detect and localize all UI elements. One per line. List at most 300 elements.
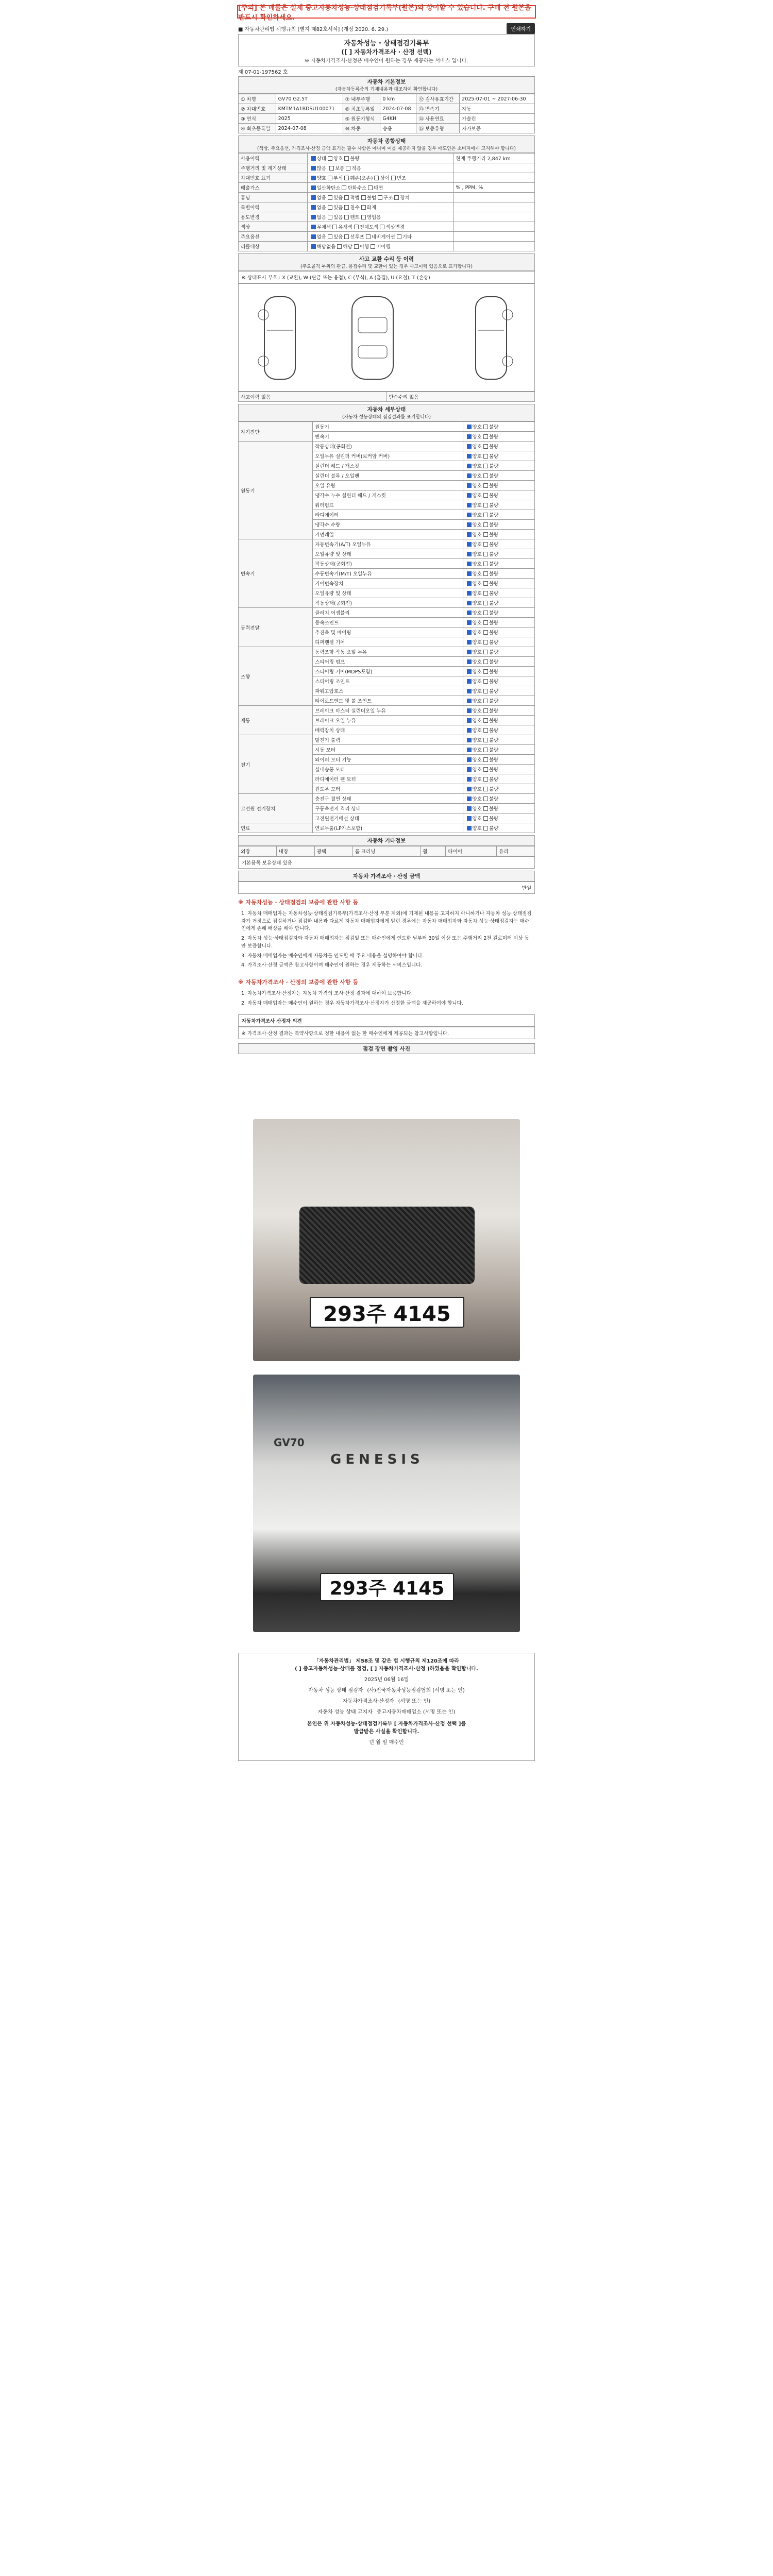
inspection-document (238, 23, 535, 2187)
checked-box (467, 464, 472, 468)
detail-item: 고전원전기배선 상태 (313, 814, 463, 823)
result-bad: 불량 (489, 699, 499, 704)
detail-item: 클러치 어셈블리 (313, 608, 463, 618)
status-row (239, 154, 535, 163)
result-bad: 불량 (489, 464, 499, 469)
warranty-notice-title: ※ 자동차성능 · 상태점검의 보증에 관한 사항 등 (238, 899, 358, 906)
basic-info-value: 승용 (380, 124, 416, 133)
status-option-label: 상이 (380, 176, 390, 181)
result-good: 양호 (472, 552, 482, 557)
etc-tools: 기본품목 보유상태 있음 (238, 856, 535, 869)
status-label: 튜닝 (239, 193, 308, 202)
detail-result (463, 765, 534, 774)
detail-item: 오일누유 실린더 커버(로커암 커버) (313, 451, 463, 461)
detail-result (463, 461, 534, 471)
status-option-label: 많음 (316, 166, 328, 172)
result-bad: 불량 (489, 738, 499, 743)
detail-item: 추진축 및 베어링 (313, 628, 463, 637)
unchecked-box (483, 591, 488, 596)
basic-info-value: 자동 (460, 104, 535, 114)
notice-paragraph: 2. 자동차 성능·상태점검자와 자동차 매매업자는 점검일 또는 매수인에게 인도한 날부터 30일 이상 또는 주행거리 2천 킬로미터 이상 동안 보증합니다. (241, 936, 529, 949)
detail-result (463, 657, 534, 667)
result-bad: 불량 (489, 748, 499, 753)
detail-item: 작동상태(공회전) (313, 598, 463, 608)
result-bad: 불량 (489, 679, 499, 685)
detail-item: 구동축전지 격리 상태 (313, 804, 463, 814)
detail-result (463, 618, 534, 628)
status-option-label: 양호 (316, 176, 326, 181)
notice-paragraph: 3. 자동차 매매업자는 매수인에게 자동차를 인도할 때 주요 내용을 설명하여야 합니다. (241, 953, 424, 959)
result-good: 양호 (472, 748, 482, 753)
damage-legend: ※ 상태표시 부호 : X (교환), W (판금 또는 용접), C (부식), A (흠집), U (요철), T (손상) (238, 271, 535, 283)
brand-lettering: GENESIS (330, 1452, 424, 1467)
result-bad: 불량 (489, 532, 499, 538)
detail-result (463, 637, 534, 647)
unchecked-box (483, 454, 488, 459)
status-option-label: 렌트 (350, 215, 360, 221)
checked-box (467, 816, 472, 821)
result-bad: 불량 (489, 620, 499, 626)
status-option-label: 네비게이션 (371, 234, 395, 240)
detail-result (463, 784, 534, 794)
status-option-label: 미이행 (376, 244, 391, 250)
car-left-icon (249, 294, 311, 382)
status-option (395, 234, 412, 240)
detail-result (463, 628, 534, 637)
status-option-label: 보통 (334, 166, 345, 172)
detail-item: 작동상태(공회전) (313, 442, 463, 451)
unchecked-box (378, 195, 382, 200)
unchecked-box (483, 728, 488, 733)
status-option (343, 205, 359, 211)
unchecked-box (354, 225, 359, 229)
unchecked-box (342, 185, 346, 190)
detail-result (463, 647, 534, 657)
status-option (326, 156, 343, 162)
detail-result (463, 814, 534, 823)
warning-banner: [주의] 본 매물은 실제 중고자동차성능·상태점검기록부(원본)와 상이할 수 있습니다. 구매 전 원본을 반드시 확인하세요. (237, 5, 536, 19)
detail-row (239, 539, 535, 549)
status-option-label: 무채색 (316, 225, 331, 230)
detail-result (463, 510, 534, 520)
unchecked-box (346, 166, 350, 171)
unchecked-box (483, 513, 488, 517)
status-option-label: 화재 (366, 205, 377, 211)
detail-result (463, 716, 534, 725)
unchecked-box (374, 176, 379, 180)
unchecked-box (483, 708, 488, 713)
detail-item: 타이로드엔드 및 볼 조인트 (313, 696, 463, 706)
basic-info-value: G4KH (380, 114, 416, 124)
unchecked-box (344, 215, 349, 219)
result-good: 양호 (472, 425, 482, 430)
result-good: 양호 (472, 806, 482, 812)
basic-info-value: 2024-07-08 (380, 104, 416, 114)
detail-group: 조향 (239, 647, 313, 706)
damage-result-table (238, 392, 535, 402)
detail-result (463, 676, 534, 686)
unchecked-box (328, 195, 332, 200)
notice-paragraph: 1. 자동차가격조사·산정자는 자동차 가격의 조사·산정 결과에 대하여 보증합니다. (241, 991, 413, 997)
detail-result (463, 735, 534, 745)
unchecked-box (344, 195, 349, 200)
detail-result (463, 520, 534, 530)
basic-info-label: ⑧ 최초등록일 (343, 104, 380, 114)
result-bad: 불량 (489, 630, 499, 636)
status-row (239, 163, 535, 173)
checked-box (467, 581, 472, 586)
result-bad: 불량 (489, 581, 499, 587)
result-bad: 불량 (489, 434, 499, 440)
unchecked-box (483, 689, 488, 693)
detail-item: 냉각수 누수 실린더 헤드 / 개스킷 (313, 490, 463, 500)
checked-box (467, 444, 472, 449)
front-license-plate: 293주 4145 (310, 1297, 464, 1328)
status-option-label: 영업용 (366, 215, 381, 221)
unchecked-box (344, 176, 349, 180)
result-good: 양호 (472, 816, 482, 822)
status-option-label: 상태 (316, 156, 326, 162)
result-good: 양호 (472, 454, 482, 460)
status-option (360, 195, 376, 201)
status-option (390, 176, 406, 181)
result-good: 양호 (472, 620, 482, 626)
unchecked-box (483, 493, 488, 498)
unchecked-box (483, 562, 488, 566)
status-option-label: 부식 (333, 176, 343, 181)
result-bad: 불량 (489, 473, 499, 479)
checked-box (467, 757, 472, 762)
result-bad: 불량 (489, 601, 499, 606)
etc-item: 내장 (276, 846, 314, 856)
detail-item: 와이퍼 모터 기능 (313, 755, 463, 765)
unchecked-box (483, 425, 488, 429)
detail-item: 워터펌프 (313, 500, 463, 510)
unchecked-box (483, 826, 488, 831)
status-option (360, 205, 376, 211)
document-number: 제 07-01-197562 호 (238, 70, 288, 75)
etc-item: 광택 (314, 846, 352, 856)
status-option (326, 176, 343, 181)
result-good: 양호 (472, 522, 482, 528)
checked-box (467, 483, 472, 488)
unchecked-box (483, 464, 488, 468)
confirmation-footer: 「자동차관리법」 제58조 및 같은 법 시행규칙 제120조에 따라 ( ] 중고자동차성능·상태를 점검, [ ] 자동차가격조사·산정 )하였음을 확인합니다. 2025년 06월 16일 자동차 성능 상태 점검자 (사)전국자동차성능점검협회 (서명 또는 인) 자동차가격조사·산정자 (서명 또는 인) 자동차 성능 상태 고지자 중고자동차매매업소 (서명 또는 인) 본인은 위 자동차성능·상태점검기록부 [ 자동차가격조사·산정 선택 ]를 발급받은 사실을 확인합니다. 년 월 일 매수인 (238, 1653, 535, 1761)
unchecked-box (380, 225, 384, 229)
result-good: 양호 (472, 718, 482, 724)
status-option-label: 있음 (333, 234, 343, 240)
status-option (310, 234, 326, 240)
status-option (343, 195, 359, 201)
result-bad: 불량 (489, 659, 499, 665)
etc-header: 자동차 기타정보 (238, 835, 535, 846)
status-option-label: 일산화탄소 (316, 185, 341, 191)
status-option-label: 탄화수소 (347, 185, 367, 191)
notice-paragraph: 2. 자동차 매매업자는 매수인이 원하는 경우 자동차가격조사·산정자가 산정한 금액을 제공하여야 합니다. (241, 1000, 463, 1006)
status-options (307, 222, 453, 232)
status-label: 특별이력 (239, 202, 308, 212)
result-bad: 불량 (489, 503, 499, 509)
checked-box (467, 738, 472, 742)
detail-result (463, 471, 534, 481)
detail-result (463, 794, 534, 804)
detail-result (463, 569, 534, 579)
status-option-label: 있음 (333, 215, 343, 221)
notice-paragraph: 4. 가격조사·산정 금액은 참고사항이며 매수인이 원하는 경우 제공하는 서비스입니다. (241, 962, 423, 969)
result-good: 양호 (472, 513, 482, 518)
result-bad: 불량 (489, 542, 499, 548)
notice-paragraph: 1. 자동차 매매업자는 자동차성능·상태점검기록부(가격조사·산정 부분 제외)에 기재된 내용을 고지하지 아니하거나 자동차 성능·상태점검자가 거짓으로 점검하거나 점검한 내용과 다르게 자동차 매매업자에게 알린 경우에는 자동차 매매업자와 자동차 성능·상태점검자는 매수인에게 손해 배상을 해야 합니다. (241, 911, 532, 932)
status-option (344, 166, 361, 172)
detail-result (463, 804, 534, 814)
detail-item: 원동기 (313, 422, 463, 432)
basic-info-label: ⑬ 변속기 (416, 104, 460, 114)
status-note (453, 242, 534, 251)
status-options (307, 154, 453, 163)
status-option (326, 234, 343, 240)
checked-box (467, 826, 472, 831)
result-good: 양호 (472, 679, 482, 685)
status-option (376, 195, 393, 201)
detail-row (239, 794, 535, 804)
basic-info-label: ⑦ 내부주행 (343, 94, 380, 104)
checked-box (311, 185, 316, 190)
result-bad: 불량 (489, 571, 499, 577)
status-option (343, 156, 359, 162)
status-option (331, 225, 352, 230)
status-options (307, 202, 453, 212)
detail-result (463, 500, 534, 510)
result-bad: 불량 (489, 767, 499, 773)
status-option (310, 244, 336, 250)
status-label: 배출가스 (239, 183, 308, 193)
checked-box (311, 166, 316, 171)
result-bad: 불량 (489, 728, 499, 734)
result-good: 양호 (472, 787, 482, 792)
unchecked-box (397, 234, 401, 239)
result-bad: 불량 (489, 718, 499, 724)
status-option (310, 205, 326, 211)
status-note (453, 193, 534, 202)
checked-box (467, 669, 472, 674)
status-label: 색상 (239, 222, 308, 232)
status-option-label: 전체도색 (359, 225, 379, 230)
status-option (310, 166, 328, 172)
unchecked-box (391, 176, 396, 180)
detail-item: 충전구 절연 상태 (313, 794, 463, 804)
detail-result (463, 696, 534, 706)
status-option (343, 215, 359, 221)
unchecked-box (483, 630, 488, 635)
detail-item: 오일유량 및 상태 (313, 549, 463, 559)
basic-info-row (239, 94, 535, 104)
detail-item: 라디에이터 (313, 510, 463, 520)
checked-box (467, 708, 472, 713)
result-bad: 불량 (489, 493, 499, 499)
status-option-label: 해당 (343, 244, 352, 250)
unchecked-box (329, 166, 334, 171)
unchecked-box (483, 796, 488, 801)
unchecked-box (483, 640, 488, 645)
warranty-notice-body (238, 908, 535, 974)
checked-box (467, 659, 472, 664)
checked-box (467, 679, 472, 684)
detail-item: 시동 모터 (313, 745, 463, 755)
basic-info-table (238, 94, 535, 133)
status-option-label: 유채색 (338, 225, 352, 230)
status-option-label: 없음 (316, 205, 326, 211)
unchecked-box (344, 156, 349, 161)
status-row (239, 183, 535, 193)
unchecked-box (483, 806, 488, 811)
status-label: 주요옵션 (239, 232, 308, 242)
basic-info-value: 2024-07-08 (276, 124, 343, 133)
detail-group: 동력전달 (239, 608, 313, 647)
etc-item: 유리 (497, 846, 535, 856)
status-option (352, 244, 369, 250)
detail-item: 배력장치 상태 (313, 725, 463, 735)
checked-box (467, 806, 472, 811)
unchecked-box (483, 738, 488, 742)
checked-box (467, 689, 472, 693)
checked-box (311, 225, 316, 229)
detail-result (463, 490, 534, 500)
status-option-label: 적음 (351, 166, 361, 172)
result-good: 양호 (472, 503, 482, 509)
status-option (393, 195, 409, 201)
basic-info-value: 2025 (276, 114, 343, 124)
result-bad: 불량 (489, 454, 499, 460)
checked-box (467, 493, 472, 498)
checked-box (311, 156, 316, 161)
status-option-label: 있음 (333, 205, 343, 211)
unchecked-box (483, 650, 488, 654)
detail-item: 등속조인트 (313, 618, 463, 628)
price-notice-body (238, 988, 535, 1011)
result-bad: 불량 (489, 444, 499, 450)
unchecked-box (483, 787, 488, 791)
result-good: 양호 (472, 669, 482, 675)
status-option-label: 침수 (350, 205, 360, 211)
status-option (310, 176, 326, 181)
status-option (366, 185, 383, 191)
status-option (310, 195, 326, 201)
detail-row (239, 608, 535, 618)
detail-header: 자동차 세부상태 (자동차 성능상태의 점검결과를 표기합니다) (238, 404, 535, 421)
detail-item: 스티어링 조인트 (313, 676, 463, 686)
result-good: 양호 (472, 757, 482, 763)
detail-result (463, 745, 534, 755)
status-header: 자동차 종합상태 (색상, 주요옵션, 가격조사·산정 금액 표기는 필수 사항은 아니며 이를 제공하지 않을 경우 매도인은 소비자에게 고지해야 합니다) (238, 135, 535, 153)
unchecked-box (483, 620, 488, 625)
accident-history: 사고이력 없음 (239, 392, 387, 402)
car-top-icon (342, 294, 404, 382)
unchecked-box (337, 244, 342, 249)
inspector-opinion-title: 자동차가격조사 산정자 의견 (238, 1014, 535, 1027)
etc-item: 룸 크리닝 (352, 846, 421, 856)
status-option-label: 색상변경 (385, 225, 405, 230)
result-bad: 불량 (489, 513, 499, 518)
status-note (453, 202, 534, 212)
checked-box (467, 620, 472, 625)
status-option-label: 양호 (333, 156, 343, 162)
detail-result (463, 598, 534, 608)
checked-box (467, 699, 472, 703)
basic-info-value: 2025-07-01 ~ 2027-06-30 (460, 94, 535, 104)
result-good: 양호 (472, 777, 482, 783)
detail-group: 고전원 전기장치 (239, 794, 313, 823)
detail-item: 수동변속기(M/T) 오일누유 (313, 569, 463, 579)
basic-info-label: ④ 최초등록일 (239, 124, 276, 133)
detail-item: 라디에이터 팬 모터 (313, 774, 463, 784)
detail-item: 오일유량 및 상태 (313, 588, 463, 598)
basic-info-value: 가솔린 (460, 114, 535, 124)
price-header: 자동차 가격조사 · 산정 금액 (238, 871, 535, 882)
rear-license-plate: 293주 4145 (320, 1573, 454, 1601)
status-table (238, 153, 535, 251)
status-options (307, 173, 453, 183)
status-option (343, 234, 364, 240)
result-good: 양호 (472, 483, 482, 489)
unchecked-box (483, 757, 488, 762)
result-bad: 불량 (489, 796, 499, 802)
result-good: 양호 (472, 796, 482, 802)
detail-result (463, 530, 534, 539)
unchecked-box (483, 473, 488, 478)
checked-box (467, 767, 472, 772)
etc-item: 외장 (239, 846, 277, 856)
status-label: 주행거리 및 계기상태 (239, 163, 308, 173)
detail-item: 연료누출(LP가스포함) (313, 823, 463, 833)
detail-result (463, 539, 534, 549)
status-options (307, 183, 453, 193)
checked-box (467, 748, 472, 752)
status-option (335, 244, 352, 250)
detail-result (463, 549, 534, 559)
detail-item: 브레이크 오일 누유 (313, 716, 463, 725)
print-button[interactable]: 인쇄하기 (507, 23, 535, 34)
status-note (453, 173, 534, 183)
result-good: 양호 (472, 728, 482, 734)
unchecked-box (328, 215, 332, 219)
checked-box (311, 176, 316, 180)
unchecked-box (361, 195, 366, 200)
unchecked-box (483, 611, 488, 615)
status-option (310, 215, 326, 221)
detail-row (239, 422, 535, 432)
result-bad: 불량 (489, 689, 499, 694)
detail-item: 자동변속기(A/T) 오일누유 (313, 539, 463, 549)
checked-box (467, 434, 472, 439)
status-row (239, 173, 535, 183)
detail-result (463, 823, 534, 833)
unchecked-box (361, 215, 366, 219)
checked-box (467, 796, 472, 801)
detail-result (463, 725, 534, 735)
checked-box (467, 718, 472, 723)
status-note (453, 222, 534, 232)
result-bad: 불량 (489, 483, 499, 489)
result-bad: 불량 (489, 816, 499, 822)
checked-box (467, 650, 472, 654)
detail-result (463, 579, 534, 588)
result-good: 양호 (472, 650, 482, 655)
status-option-label: 구조 (383, 195, 393, 201)
detail-result (463, 706, 534, 716)
status-options (307, 193, 453, 202)
basic-info-label: ⑨ 원동기형식 (343, 114, 380, 124)
detail-item: 발전기 출력 (313, 735, 463, 745)
